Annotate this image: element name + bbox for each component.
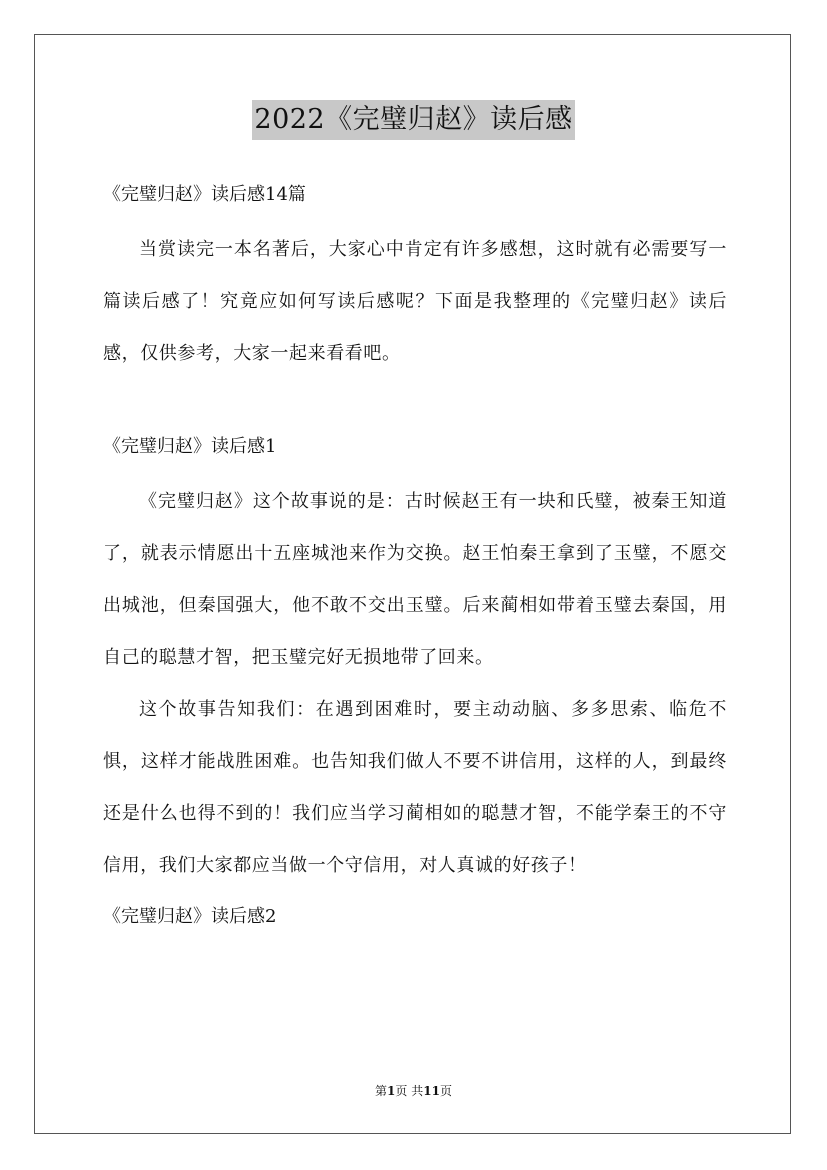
document-body — [103, 170, 727, 942]
section-heading-2: 《完璧归赵》读后感2 — [103, 906, 277, 927]
footer-prefix: 第 — [375, 1084, 388, 1098]
section-heading-1: 《完璧归赵》读后感1 — [103, 436, 277, 457]
title-container — [0, 100, 827, 140]
page-footer — [0, 1082, 827, 1099]
intro-paragraph: 当赏读完一本名著后，大家心中肯定有许多感想，这时就有必需要写一篇读后感了！究竟应如何写读后感呢？下面是我整理的《完璧归赵》读后感，仅供参考，大家一起来看看吧。 — [103, 239, 727, 364]
section-1-paragraph-1: 《完璧归赵》这个故事说的是：古时候赵王有一块和氏璧，被秦王知道了，就表示情愿出十五座城池来作为交换。赵王怕秦王拿到了玉璧，不愿交出城池，但秦国强大，他不敢不交出玉璧。后来蔺相如带着玉璧去秦国，用自己的聪慧才智，把玉璧完好无损地带了回来。 — [103, 491, 727, 668]
document-subtitle: 《完璧归赵》读后感14篇 — [103, 184, 306, 205]
footer-total-pages: 11 — [423, 1084, 440, 1098]
section-1-paragraph-2: 这个故事告知我们：在遇到困难时，要主动动脑、多多思索、临危不惧，这样才能战胜困难。也告知我们做人不要不讲信用，这样的人，到最终还是什么也得不到的！我们应当学习蔺相如的聪慧才智，不能学秦王的不守信用，我们大家都应当做一个守信用，对人真诚的好孩子！ — [103, 699, 727, 876]
document-title: 2022《完璧归赵》读后感 — [252, 100, 574, 140]
spacer — [103, 380, 727, 422]
footer-suffix: 页 — [439, 1084, 452, 1098]
footer-page-number: 1 — [387, 1084, 396, 1098]
footer-middle: 页 共 — [395, 1084, 424, 1098]
